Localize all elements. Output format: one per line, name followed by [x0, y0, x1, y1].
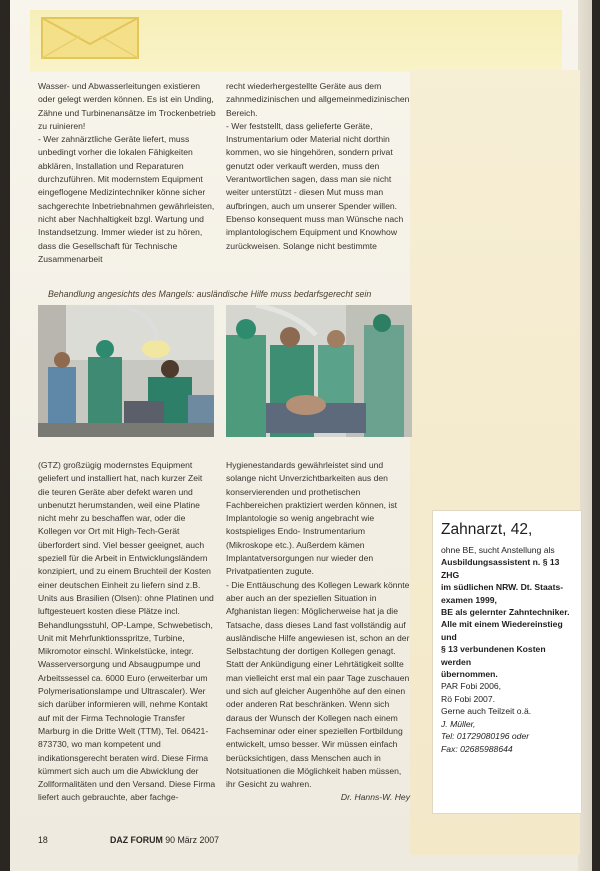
paragraph: recht wiederhergestellte Geräte aus dem zahnmedizinischen und allgemeinmedizinischen Bereich.	[226, 81, 410, 118]
magazine-page	[10, 0, 592, 871]
ad-line: ohne BE, sucht Anstellung als	[441, 545, 555, 555]
ad-line: im südlichen NRW. Dt. Staats-	[441, 582, 564, 593]
paragraph: Hygienestandards gewährleistet sind und solange nicht Unverzichtbarkeiten aus den konservierenden und prothetischen Fachbereichen praktiziert werden können, ist Implantologie so wenig angebracht wie kostspieliges Endo- Instrumentarium (Mikroskope etc.). Außerdem kämen Implantatversorgungen nur wieder den Privatpatienten zugute.	[226, 460, 398, 577]
ad-line: § 13 verbundenen Kosten werden	[441, 644, 546, 667]
ad-line: Alle mit einem Wiedereinstieg und	[441, 619, 563, 642]
photo-dental-treatment-1	[38, 305, 214, 437]
ad-line: übernommen.	[441, 669, 498, 680]
author-signature: Dr. Hanns-W. Hey	[340, 792, 410, 803]
ad-line: examen 1999,	[441, 594, 497, 605]
photo-dental-treatment-2	[226, 305, 412, 437]
publication-name: DAZ FORUM	[110, 835, 163, 845]
ad-line: PAR Fobi 2006,	[441, 681, 502, 692]
page-number: 18	[38, 835, 48, 845]
issue-info: 90 März 2007	[165, 835, 220, 845]
paragraph: Wasser- und Abwasserleitungen existieren oder gelegt werden können. Es ist ein Unding, Zähne und Turbinenansätze im Trockenbetrieb zu ruinieren!	[38, 81, 216, 131]
ad-contact-fax: Fax: 02685988644	[441, 743, 513, 754]
classified-ad	[432, 510, 582, 814]
ad-contact-name: J. Müller,	[441, 718, 476, 729]
ad-line: Rö Fobi 2007.	[441, 693, 495, 704]
photo-caption: Behandlung angesichts des Mangels: ausländische Hilfe muss bedarfsgerecht sein	[48, 289, 372, 299]
ad-line: Gerne auch Teilzeit o.ä.	[441, 706, 532, 717]
paragraph: - Wer feststellt, dass gelieferte Geräte, Instrumentarium oder Material nicht dorthin kommen, wo sie hingehören, sondern privat genutzt oder verkauft werden, muss den Verantwortlichen sagen, dass man sie nicht weiter unterstützt - diesen Mut muss man aufbringen, auch um unserer Spender willen. Ebenso konsequent muss man Wünsche nach implantologischem Equipment und Knowhow zurückweisen. Solange nicht bestimmte	[226, 120, 404, 251]
column-left-bottom	[38, 459, 216, 805]
ad-line: Ausbildungsassistent n. § 13 ZHG	[441, 557, 560, 580]
paragraph: - Die Enttäuschung des Kollegen Lewark könnte aber auch an der speziellen Situation in Afghanistan liegen: Möglicherweise hat ja die Tatsache, dass dieses Land fast vollständig auf ausländische Hilfe angewiesen ist, schon an der Selbstachtung der dortigen Kollegen genagt. Statt der Ankündigung einer Lehrtätigkeit sollte man vielleicht erst mal ein paar Tage zuschauen und sich auf gleicher Augenhöhe auf den einen oder anderen Rat beschränken. Wenn sich daraus der Wunsch der Kollegen nach einem Fachseminar oder einer speziellen Fortbildung entwickelt, umso besser. Wir müssen einfach berücksichtigen, dass Menschen auch in Notsituationen die Möglichkeit haben müssen, ihr Gesicht zu wahren.	[226, 579, 410, 790]
publication-footer	[110, 835, 219, 845]
ad-contact-phone: Tel: 01729080196 oder	[441, 731, 530, 742]
column-right-top	[226, 80, 410, 253]
column-left-top	[38, 80, 216, 266]
paragraph: - Wer zahnärztliche Geräte liefert, muss unbedingt vorher die lokalen Fähigkeiten abklären, Installation und Reparaturen durchzuführen. Mit modernstem Equipment eingeflogene Medizintechniker könne sicher sachgerechte Inbetriebnahmen gewährleisten, nicht aber Nachhaltigkeit bzgl. Wartung und Instandsetzung. Immer wieder ist zu hören, dass die Gesellschaft für Technische Zusammenarbeit	[38, 134, 215, 264]
paragraph: (GTZ) großzügig modernstes Equipment geliefert und installiert hat, nach kurzer Zeit die teuren Geräte aber defekt waren und unbenutzt herumstanden, weil eine Platine nicht mehr zu beschaffen war, oder die Kollegen vor Ort mit High-Tech-Gerät überfordert sind. Viel besser geeignet, auch speziell für die Arbeit in Entwicklungsländern konzipiert, und zu einem Bruchteil der Kosten einer deutschen Einheit zu liefern sind z.B. Units aus Brasilien (Olsen): ohne Platinen und luftgesteuert kosten diese Plätze incl. Behandlungsstuhl, OP-Lampe, Schwebetisch, Unit mit Mehrfunktionsspritze, Turbine, Mikromotor einschl. Winkelstücke, integr. Wasserversorgung und Absaugpumpe und Arbeitssessel ca. 6000 Euro (erweiterbar um Polymerisationslampe und Ultrascaler). Wer sich darüber informieren will, nehme Kontakt auf mit der Firma Technologie Transfer Marburg in die Dritte Welt (TTM), Tel. 06421-873730, wo man kompetent und indikationsgerecht beraten wird. Diese Firma kümmert sich auch um die Abwicklung der Zollformalitäten und den Versand. Diese Firma liefert auch gebrauchte, aber fachge-	[38, 460, 216, 803]
ad-line: BE als gelernter Zahntechniker.	[441, 607, 570, 618]
ad-title: Zahnarzt, 42,	[441, 521, 533, 538]
envelope-icon	[40, 14, 140, 62]
column-right-bottom	[226, 459, 410, 805]
